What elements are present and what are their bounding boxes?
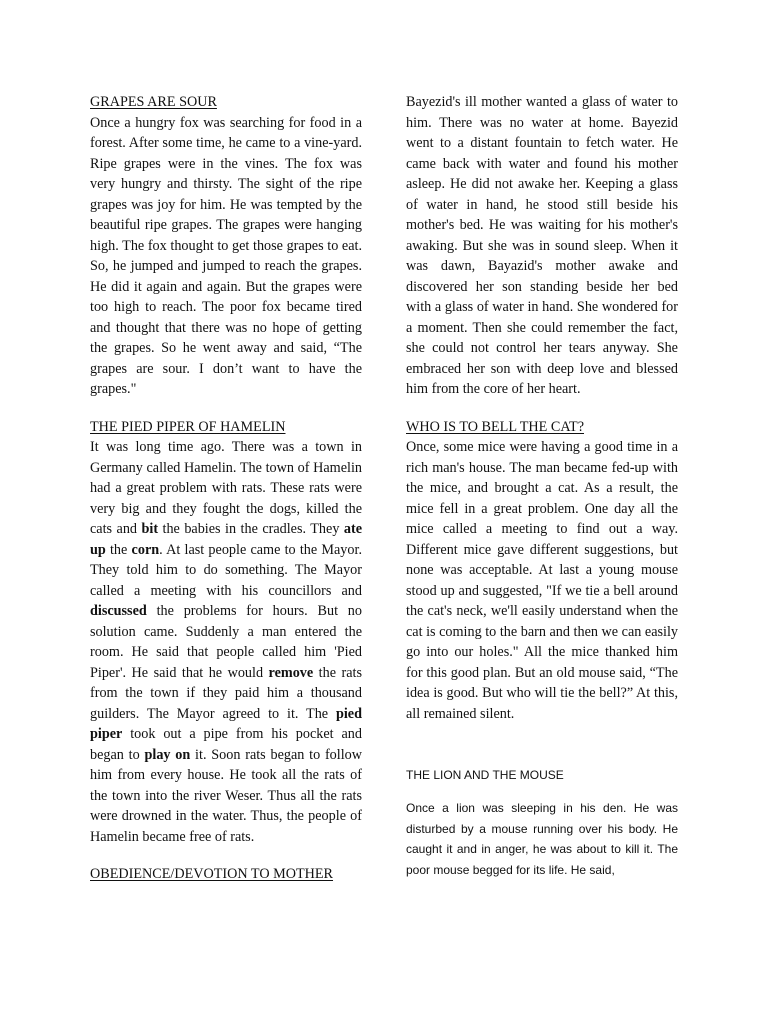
text-segment: the problems for hours. But no solution came. Suddenly a man entered the room. He said that people called him 'Pied Piper'. He said that he would <box>90 603 362 681</box>
story-pied-piper <box>90 417 362 848</box>
spacer <box>406 724 678 766</box>
text-segment: took out a pipe from his pocket and began to <box>90 726 362 763</box>
bold-word: corn <box>131 541 160 558</box>
bold-word: remove <box>268 664 314 681</box>
story-title: OBEDIENCE/DEVOTION TO MOTHER <box>90 866 334 882</box>
bold-word: discussed <box>90 603 147 619</box>
text-segment: It was long time ago. There was a town in Germany called Hamelin. The town of Hamelin had a great problem with rats. These rats were very big and they fought the dogs, killed the cats and <box>90 439 362 537</box>
story-body: Once a hungry fox was searching for food in a forest. After some time, he came to a vine-yard. Ripe grapes were in the vines. The fox was very hungry and thirsty. The sight of the ripe grapes was joy for him. He was tempted by the beautiful ripe grapes. The grapes were hanging high. The fox thought to get those grapes to eat. So, he jumped and jumped to reach the grapes. He did it again and again. But the grapes were too high to reach. The poor fox became tired and thought that there was no hope of getting the grapes. So he went away and said, “The grapes are sour. I don’t want to have the grapes." <box>90 114 362 397</box>
text-segment: the <box>105 541 132 558</box>
right-column <box>406 92 678 880</box>
story-bell-the-cat <box>406 417 678 725</box>
story-grapes-are-sour <box>90 92 362 400</box>
text-segment: . At last people came to the Mayor. They told him to do something. The Mayor called a meeting with his councillors and <box>90 541 362 599</box>
story-obedience-continued <box>406 92 678 400</box>
spacer <box>406 400 678 417</box>
bold-word: bit <box>141 521 159 537</box>
text-segment: it. Soon rats began to follow him from every house. He took all the rats of the town into the river Weser. Thus all the rats were drowned in the water. Thus, the people of Hamelin became free of rats. <box>90 746 362 845</box>
story-obedience <box>90 864 362 885</box>
story-title: THE PIED PIPER OF HAMELIN <box>90 418 286 435</box>
story-lion-and-mouse <box>406 766 678 880</box>
story-title: GRAPES ARE SOUR <box>90 94 217 110</box>
story-title: THE LION AND THE MOUSE <box>406 768 564 782</box>
spacer <box>406 784 678 798</box>
bold-word: play on <box>144 746 191 763</box>
bold-word: ate up <box>90 521 362 558</box>
spacer <box>90 400 362 417</box>
text-segment: the babies in the cradles. They <box>158 521 344 537</box>
story-body: Once, some mice were having a good time in a rich man's house. The man became fed-up with the mice, and brought a cat. As a result, the mice fell in a great problem. One day all the mice called a meeting to find out a way. Different mice gave different suggestions, but none was acceptable. At last a young mouse stood up and suggested, "If we tie a bell around the cat's neck, we'll easily understand when the cat is coming to the barn and then we can easily go into our holes." All the mice thanked him for this good plan. But an old mouse said, “The idea is good. But who will tie the bell?” At this, all remained silent. <box>406 439 678 722</box>
story-body: Once a lion was sleeping in his den. He was disturbed by a mouse running over his body. He caught it and in anger, he was about to kill it. The poor mouse begged for its life. He said, <box>406 801 678 877</box>
left-column <box>90 92 362 885</box>
text-segment: the rats from the town if they paid him a thousand guilders. The Mayor agreed to it. The <box>90 664 362 722</box>
story-body: Bayezid's ill mother wanted a glass of water to him. There was no water at home. Bayezid went to a distant fountain to fetch water. He came back with water and found his mother asleep. He did not awake her. Keeping a glass of water in hand, he stood still beside his mother's bed. He was waiting for his mother's awaking. But she was in sound sleep. When it was dawn, Bayazid's mother awake and discovered her son standing beside her bed with a glass of water in hand. She wondered for a moment. Then she could remember the fact, she could not control her tears anyway. She embraced her son with deep love and blessed him from the core of her heart. <box>406 94 678 397</box>
story-title: WHO IS TO BELL THE CAT? <box>406 418 584 435</box>
spacer <box>90 847 362 864</box>
story-body <box>90 437 362 847</box>
bold-word: pied piper <box>90 705 362 742</box>
